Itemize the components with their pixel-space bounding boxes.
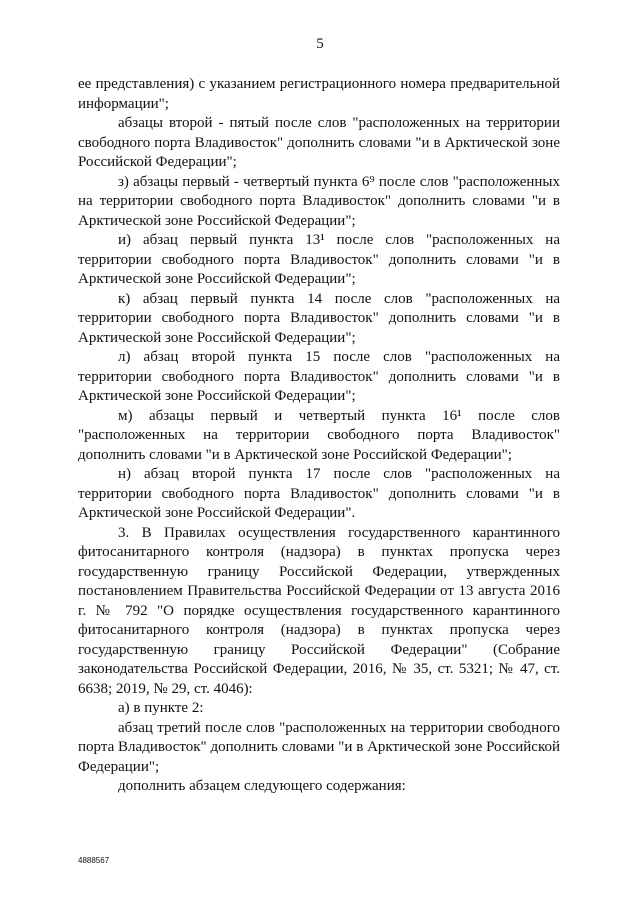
page-number: 5 [316, 36, 324, 52]
paragraph: н) абзац второй пункта 17 после слов "расположенных на территории свободного порта Владивосток" дополнить словами "и в Арктической зоне Российской Федерации". [78, 466, 560, 521]
paragraph: к) абзац первый пункта 14 после слов "расположенных на территории свободного порта Владивосток" дополнить словами "и в Арктической зоне Российской Федерации"; [78, 290, 560, 346]
paragraph: дополнить абзацем следующего содержания: [118, 778, 406, 794]
document-body [78, 75, 560, 797]
paragraph: абзацы второй - пятый после слов "расположенных на территории свободного порта Владивосток" дополнить словами "и в Арктической зоне Российской Федерации"; [78, 115, 560, 170]
paragraph: абзац третий после слов "расположенных на территории свободного порта Владивосток" дополнить словами "и в Арктической зоне Российской Федерации"; [78, 719, 560, 775]
paragraph: л) абзац второй пункта 15 после слов "расположенных на территории свободного порта Владивосток" дополнить словами "и в Арктической зоне Российской Федерации"; [78, 349, 560, 404]
paragraph: 3. В Правилах осуществления государственного карантинного фитосанитарного контроля (надзора) в пунктах пропуска через государственную границу Российской Федерации, утвержденных постановлением Правительства Российской Федерации от 13 августа 2016 г. № 792 "О порядке осуществления государственного карантинного фитосанитарного контроля (надзора) в пунктах пропуска через государственную границу Российской Федерации" (Собрание законодательства Российской Федерации, 2016, № 35, ст. 5321; № 47, ст. 6638; 2019, № 29, ст. 4046): [78, 524, 560, 697]
paragraph: ее представления) с указанием регистрационного номера предварительной информации"; [78, 76, 560, 112]
paragraph: з) абзацы первый - четвертый пункта 6⁹ после слов "расположенных на территории свободного порта Владивосток" дополнить словами "и в Арктической зоне Российской Федерации"; [78, 173, 560, 229]
paragraph: м) абзацы первый и четвертый пункта 16¹ после слов "расположенных на территории свободного порта Владивосток" дополнить словами "и в Арктической зоне Российской Федерации"; [78, 407, 560, 463]
document-id: 4888567 [78, 856, 110, 865]
paragraph: и) абзац первый пункта 13¹ после слов "расположенных на территории свободного порта Владивосток" дополнить словами "и в Арктической зоне Российской Федерации"; [78, 232, 560, 287]
paragraph: а) в пункте 2: [118, 700, 204, 716]
